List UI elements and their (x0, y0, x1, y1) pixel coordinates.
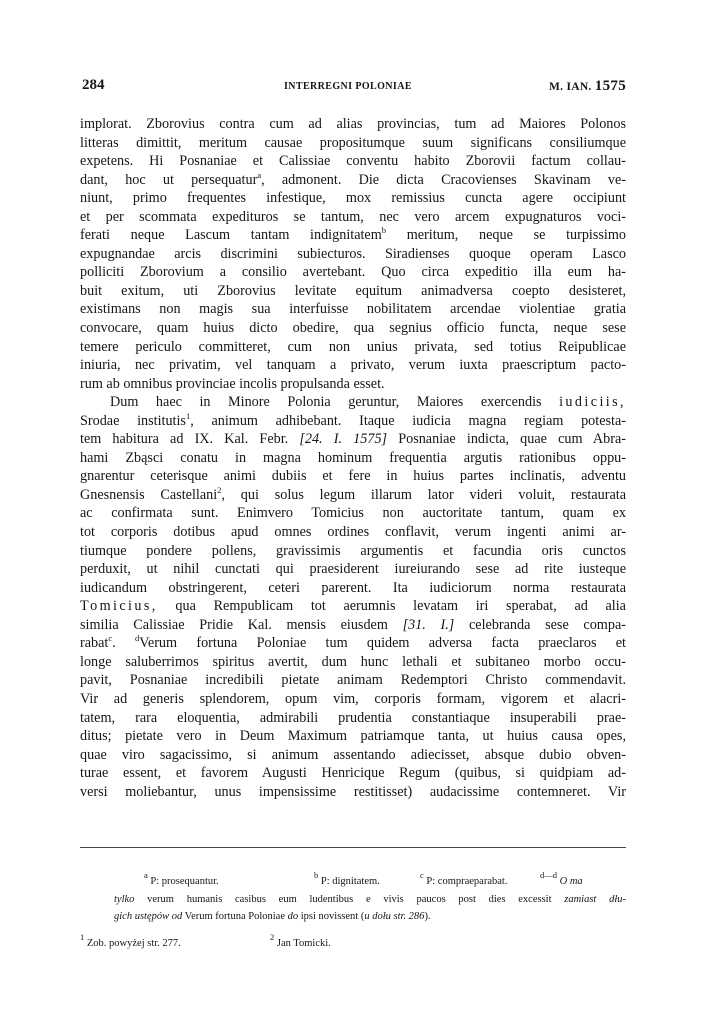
footnote-text: P: dignitatem. (318, 876, 380, 887)
text-line: buit exitum, uti Zborovius levitate equitum animadversa coepto desisteret, (80, 282, 626, 299)
running-header (80, 76, 626, 98)
footnote-text: Verum fortuna Poloniae (182, 911, 288, 922)
text-line: existimans non magis sua interfuisse nobilitatem arcendae violentiae gratia (80, 301, 626, 318)
text-line: et per scommata expedituros se tantum, nec vero arcem expugnaturos voci- (80, 208, 626, 225)
spaced-word: iudiciis, (559, 394, 626, 411)
footnote-marker: b (314, 870, 319, 880)
header-date-year: 1575 (594, 78, 626, 94)
footnote-row (80, 891, 626, 909)
text-line: perduxit, ut nihil cunctati qui praesiderent iureiurando sese ad rite iusteque (80, 561, 626, 578)
text-line: iniuria, nec privatim, vel tanquam a privato, verum iuxta praescriptum pacto- (80, 357, 626, 374)
text-run: Srodae institutis (80, 412, 186, 429)
text-line: expugnandae arcis discrimini subiecturos. Siradienses quoque operam Lasco (80, 245, 626, 262)
text-run: Posnaniae indicta, quae cum Abra- (387, 431, 626, 448)
text-run: ferati neque Lascum tantam indignitatem (80, 227, 382, 244)
footnote-marker: b (381, 225, 387, 236)
text-line: ditus; pietate vero in Deum Maximum patriamque tanta, ut huius causa opes, (80, 728, 626, 745)
text-line: iudicandum obstringerent, ceteri parerent. Ita iudiciorum norma restaurata (80, 579, 626, 596)
reference-text: Jan Tomicki. (274, 938, 331, 949)
footnote-a (144, 870, 219, 891)
footnote-marker: d (134, 633, 140, 644)
text-run: Verum fortuna Poloniae tum quidem adversa facta praeclaros et (139, 635, 627, 652)
text-line: implorat. Zborovius contra cum ad alias provincias, tum ad Maiores Polonos (80, 116, 626, 132)
footnote-marker: c (108, 633, 113, 644)
text-line (80, 412, 626, 431)
text-line: turae essent, et favorem Augusti Henricique Regum (quibus, si quidpiam ad- (80, 765, 626, 782)
main-text (80, 115, 626, 801)
text-line: longe saluberrimos spiritus avertit, dum hunc lethali et subitaneo morbo occu- (80, 653, 626, 670)
references (80, 932, 626, 949)
spaced-word: Tomicius, (80, 598, 158, 615)
text-line: rum ab omnibus provinciae incolis propulsanda esset. (80, 375, 385, 392)
reference-2 (270, 932, 331, 949)
text-line (80, 486, 626, 505)
text-line: quae viro sagacissimo, si animum assentando adiecisset, absque dubio obven- (80, 746, 626, 763)
text-run: , admonent. Die dicta Cracovienses Skavinam ve- (261, 171, 626, 188)
running-title: INTERREGNI POLONIAE (284, 81, 412, 92)
text-line: convocare, quam huius dicto obedire, qua segnius officio functa, neque sese (80, 320, 626, 337)
text-line (80, 634, 626, 653)
text-line (80, 171, 626, 190)
footnote-b (314, 870, 380, 891)
text-line (80, 393, 626, 412)
text-line: pavit, Posnaniae incredibili pietate animam Redemptori Christo commendavit. (80, 672, 626, 689)
text-line: gnarentur ceterisque animi dubiis et fere in huius partes inclinatis, adventu (80, 468, 626, 485)
text-line (80, 430, 626, 449)
text-line: polliciti Zborovium a consilio avertebant. Quo circa expeditio illa eum ha- (80, 264, 626, 281)
text-line (80, 616, 626, 635)
header-date-month: M. IAN. (548, 81, 592, 93)
footnote-text: P: compraeparabat. (423, 876, 508, 887)
header-date (549, 78, 626, 95)
text-run: rabat (80, 635, 109, 652)
text-line (80, 226, 626, 245)
footnote-marker: a (144, 870, 148, 880)
reference-marker: 2 (217, 484, 222, 495)
text-line: expetens. Hi Posnaniae et Calissiae conventu habito Zborovii factum collau- (80, 153, 626, 170)
footnote-text: ). (424, 911, 431, 922)
footnote-row (80, 908, 626, 926)
text-line: tot corporis dotibus apud omnes ordines conflavit, verum ingenti animi ar- (80, 524, 626, 541)
editorial-date: [24. I. 1575] (299, 431, 388, 448)
footnote-marker: d—d (540, 870, 557, 880)
footnote-text: ipsi novissent ( (298, 911, 365, 922)
footnote-text: verum humanis casibus eum ludentibus e vivis paucos post dies excessit (134, 893, 565, 905)
footnote-c (420, 870, 508, 891)
reference-marker: 2 (270, 932, 275, 942)
footnote-text: P: prosequantur. (147, 876, 219, 887)
text-run: dant, hoc ut persequatur (80, 171, 258, 188)
text-line: tiumque pondere pollens, gravissimis argumentis et facundia oris cunctos (80, 542, 626, 559)
text-run: Dum haec in Minore Polonia geruntur, Maiores exercendis (110, 394, 560, 411)
text-run: similia Calissiae Pridie Kal. mensis eiusdem (80, 616, 403, 633)
footnote-text: gich ustępów od (114, 911, 183, 922)
footnote-text: O ma (557, 876, 583, 887)
editorial-date: [31. I.] (402, 616, 455, 633)
footnote-text: tylko (114, 893, 135, 905)
footnote-text: u dołu str. 286 (364, 911, 425, 922)
footnote-row (80, 870, 626, 891)
footnote-divider (80, 847, 626, 848)
footnotes (80, 870, 626, 926)
text-run: Gnesnensis Castellani (80, 486, 218, 503)
reference-1 (80, 932, 181, 949)
text-line: Vir ad generis splendorem, opum vim, corporis formam, vigorem et alacri- (80, 690, 626, 707)
text-run: tem habitura ad IX. Kal. Febr. (80, 431, 300, 448)
text-line: tatem, rara eloquentia, admirabili prudentia constantiaque insuperabili prae- (80, 709, 626, 726)
reference-marker: 1 (185, 410, 191, 421)
text-run: celebranda sese compa- (454, 616, 626, 633)
text-run: , qui solus legum illarum lator videri voluit, restaurata (221, 486, 626, 503)
text-line: hami Zbąsci conatu in magna hominum frequentia argutis rationibus oppu- (80, 449, 626, 466)
text-line: litteras dimittit, meritum causae propositumque suum significans consiliumque (80, 134, 626, 151)
reference-text: Zob. powyżej str. 277. (84, 938, 181, 949)
footnote-marker: c (420, 870, 424, 880)
text-line: ac confirmata sunt. Enimvero Tomicius non auctoritate tantum, quam ex (80, 505, 626, 522)
text-line: temere periculo committeret, cum non unius privata, sed totius Reipublicae (80, 338, 626, 355)
text-line: niunt, primo frequentes infestique, mox remissius cuncta agere occipiunt (80, 190, 626, 207)
text-run: . (112, 635, 135, 652)
footnote-text: do (287, 911, 299, 922)
page-number: 284 (82, 77, 105, 93)
text-run: , animum adhibebant. Itaque iudicia magna regiam potesta- (190, 412, 626, 429)
footnote-marker: a (257, 169, 262, 180)
text-run: qua Rempublicam tot aerumnis levatam iri sperabat, ad alia (157, 598, 626, 615)
text-run: meritum, neque se turpissimo (386, 227, 626, 244)
reference-marker: 1 (80, 932, 85, 942)
text-line (80, 597, 626, 616)
footnote-d (540, 870, 583, 891)
footnote-text: zamiast dłu- (564, 893, 626, 905)
text-line: versi moliebantur, unus impensissime restitisset) audacissime contemneret. Vir (80, 783, 626, 800)
